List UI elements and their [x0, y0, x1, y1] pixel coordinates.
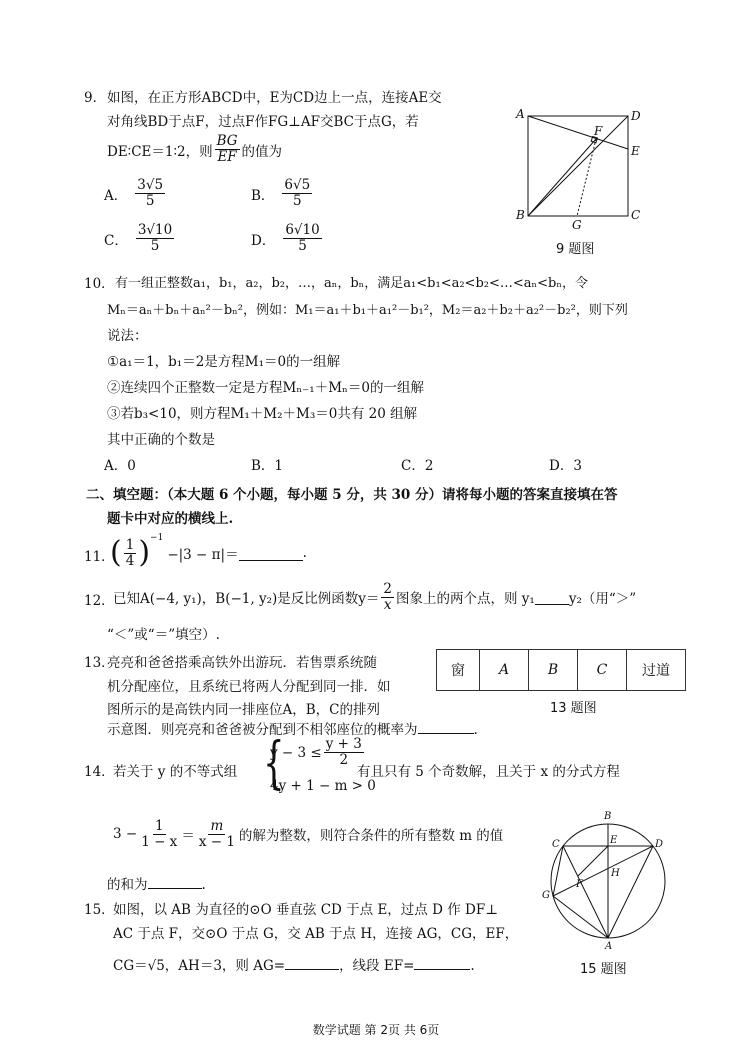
q14-eq-frac1-den: 1 − x	[141, 833, 178, 850]
q15-label-h: H	[611, 868, 620, 879]
q12-fraction	[381, 582, 394, 613]
q9-label-f: F	[594, 124, 603, 138]
q9-line2: 对角线BD于点F，过点F作FG⊥AF交BC于点G，若	[107, 114, 419, 130]
q15-number: 15．	[84, 902, 115, 918]
q9-option-b-value	[282, 178, 312, 209]
q14-number: 14．	[84, 764, 115, 780]
q12-frac-den: x	[383, 596, 392, 613]
q9-frac-den: EF	[217, 149, 237, 165]
q14-brace: {	[263, 731, 285, 796]
q14-eq-mid: ＝	[181, 828, 195, 844]
q9-label-a: A	[516, 107, 525, 121]
q13-line4-end: .	[473, 722, 478, 738]
q13-seat-table	[436, 649, 686, 691]
q12-line2: “＜”或“＝”填空）.	[107, 627, 220, 643]
q11-frac-den: 4	[125, 552, 135, 569]
q11-expression	[110, 531, 307, 575]
q13-seat-window: 窗	[437, 650, 480, 691]
q14-eq-pre: 3 −	[113, 826, 138, 842]
q14-eq-frac2-num: m	[210, 817, 224, 834]
q12-line1-pre: 已知A(−4, y₁)，B(−1, y₂)是反比例函数y＝	[113, 591, 380, 607]
q10-statement-3: ③若b₃<10，则方程M₁＋M₂＋M₃＝0共有 20 组解	[107, 406, 418, 422]
q9-line3-post: 的值为	[241, 143, 283, 160]
q9-option-a-value	[135, 178, 165, 209]
q10-option-b: B．1	[251, 458, 284, 474]
q9-option-a-label: A．	[104, 187, 128, 204]
q9-option-d-num: 6√10	[285, 222, 320, 238]
q13-seat-c: C	[578, 650, 627, 691]
q9-label-b: B	[516, 208, 525, 222]
q15-line-ac	[563, 846, 608, 938]
q9-label-d: D	[631, 109, 641, 123]
q12-number: 12．	[84, 593, 115, 609]
q13-seat-a: A	[480, 650, 529, 691]
q15-label-b: B	[604, 811, 612, 822]
q11-number: 11．	[84, 549, 115, 565]
q14-inequality-1	[270, 737, 366, 768]
q9-option-c-value	[136, 223, 174, 254]
q14-eq-frac1-num: 1	[154, 817, 164, 834]
q14-eq-fraction-1	[139, 819, 179, 850]
q12-line1-post: 图象上的两个点，则 y₁	[396, 591, 535, 607]
q13-line2: 机分配座位，且系统已将两人分配到同一排．如	[107, 679, 391, 695]
q9-option-c-den: 5	[150, 238, 160, 254]
section-2-desc-line2: 题卡中对应的横线上.	[107, 511, 234, 527]
q9-figure	[508, 106, 648, 230]
q12-frac-num: 2	[383, 580, 393, 597]
q15-line2: AC 于点 F，交⊙O 于点 G，交 AB 于点 H，连接 AG，CG，EF，	[113, 926, 519, 942]
q9-option-b-label: B．	[251, 187, 275, 204]
q11-answer-blank[interactable]	[239, 546, 303, 561]
q10-line2: Mₙ＝aₙ＋bₙ＋aₙ²－bₙ²，例如：M₁＝a₁＋b₁＋a₁²－b₁²，M₂＝a₂＋b₂＋a₂²－b₂²，则下列	[107, 303, 628, 318]
q15-label-a: A	[605, 941, 613, 952]
q15-label-e: E	[610, 835, 618, 846]
q9-option-d	[251, 223, 324, 254]
q14-post: 有且只有 5 个奇数解，且关于 x 的分式方程	[357, 764, 620, 780]
q11-open-paren: (	[110, 535, 122, 570]
q13-line3: 图所示的是高铁内同一排座位A，B，C的排列	[107, 702, 380, 718]
q13-line4-text: 示意图．则亮亮和爸爸被分配到不相邻座位的概率为	[107, 722, 418, 738]
page-footer: 数学试题 第 2页 共 6页	[312, 1023, 440, 1037]
q11-end: .	[302, 545, 307, 561]
q15-caption: 15 题图	[580, 962, 627, 977]
section-2-title: 二、填空题：	[86, 487, 167, 503]
q15-label-c: C	[552, 839, 560, 850]
q9-option-c-label: C．	[104, 232, 128, 249]
q14-ineq1-den: 2	[339, 752, 349, 768]
q9-option-b	[251, 178, 314, 209]
q9-option-a-den: 5	[145, 193, 155, 209]
q9-label-e: E	[631, 144, 640, 158]
q13-seat-b: B	[529, 650, 578, 691]
q11-frac-num: 1	[125, 536, 135, 553]
q14-line3-text: 的和为	[107, 877, 148, 893]
q10-statement-2: ②连续四个正整数一定是方程Mₙ₋₁＋Mₙ＝0的一组解	[107, 380, 424, 396]
q9-line-ae	[528, 116, 628, 149]
q9-label-g: G	[572, 218, 582, 230]
q13-line1: 亮亮和爸爸搭乘高铁外出游玩．若售票系统随	[107, 655, 377, 671]
q10-option-c: C．2	[401, 458, 434, 474]
q12-line1-end: y₂（用“＞”	[568, 591, 637, 607]
q14-ineq1-num: y + 3	[325, 736, 362, 752]
q15-answer-blank-ef[interactable]	[414, 955, 470, 970]
q9-line-bf	[528, 139, 596, 216]
q9-line3	[107, 134, 282, 165]
q13-answer-blank[interactable]	[418, 719, 474, 734]
q15-answer-blank-ag[interactable]	[285, 955, 339, 970]
q14-line3-end: .	[201, 877, 206, 893]
q9-ratio-fraction	[215, 134, 240, 165]
section-2-desc-line1: （本大题 6 个小题，每小题 5 分，共 30 分）请将每小题的答案直接填在答	[167, 487, 618, 503]
q13-caption: 13 题图	[550, 701, 597, 716]
q15-label-g: G	[542, 890, 550, 901]
q14-eq-fraction-2	[197, 819, 237, 850]
q10-line3: 说法：	[107, 328, 148, 344]
q13-seat-row	[437, 650, 686, 691]
q9-diagonal-bd	[528, 116, 628, 216]
q15-label-d: D	[655, 839, 664, 850]
q15-line-ad	[608, 846, 653, 938]
q9-option-b-den: 5	[293, 193, 302, 209]
q10-question: 其中正确的个数是	[107, 432, 215, 448]
q15-line3	[113, 954, 475, 974]
q12-line1	[113, 575, 636, 619]
q14-inequality-2: 4y + 1 − m > 0	[270, 778, 376, 794]
q15-line3-pre: CG＝√5，AH＝3，则 AG=	[113, 958, 286, 974]
q13-line4	[107, 718, 478, 738]
q15-line-dg	[553, 846, 653, 896]
q10-statement-1: ①a₁＝1，b₁＝2是方程M₁＝0的一组解	[107, 354, 341, 370]
q10-option-d: D．3	[549, 458, 582, 474]
q9-option-c	[104, 223, 176, 254]
q14-equation-line	[113, 812, 503, 856]
q9-option-b-num: 6√5	[284, 177, 311, 193]
q9-number: 9．	[84, 90, 107, 106]
q9-caption: 9 题图	[556, 242, 595, 257]
q9-line1: 如图，在正方形ABCD中，E为CD边上一点，连接AE交	[107, 90, 442, 106]
q9-label-c: C	[631, 208, 641, 222]
q14-eq-post: 的解为整数，则符合条件的所有整数 m 的值	[238, 828, 504, 844]
q14-line3	[107, 873, 206, 893]
q11-exponent: −1	[150, 533, 164, 543]
q14-pre: 若关于 y 的不等式组	[113, 764, 238, 780]
q10-number: 10．	[84, 276, 115, 292]
q11-close-paren: )	[138, 535, 151, 570]
q15-figure	[536, 806, 676, 956]
q15-line-ag	[553, 896, 608, 938]
q15-line3-end: .	[470, 958, 475, 974]
q15-line-ef	[578, 846, 608, 876]
q9-option-c-num: 3√10	[137, 222, 173, 238]
q9-option-d-den: 5	[298, 238, 307, 254]
q15-line1: 如图，以 AB 为直径的⊙O 垂直弦 CD 于点 E，过点 D 作 DF⊥	[113, 902, 498, 918]
section-2-header	[86, 483, 618, 503]
q11-fraction	[124, 538, 137, 569]
q13-number: 13．	[84, 655, 115, 671]
q12-answer-blank[interactable]	[535, 590, 569, 605]
q15-label-f: F	[576, 879, 583, 890]
q15-line3-mid: ，线段 EF=	[339, 958, 415, 974]
q9-option-d-label: D．	[251, 232, 276, 249]
q11-rest: −|3 − π|＝	[167, 547, 239, 563]
q13-seat-aisle: 过道	[627, 650, 686, 691]
q9-option-a	[104, 178, 167, 209]
q9-option-a-num: 3√5	[137, 177, 164, 193]
q9-option-d-value	[283, 223, 321, 254]
q10-line1: 有一组正整数a₁，b₁，a₂，b₂，…，aₙ，bₙ，满足a₁<b₁<a₂<b₂<…<aₙ<bₙ，令	[115, 276, 588, 291]
q14-answer-blank[interactable]	[148, 874, 202, 889]
q14-eq-frac2-den: x − 1	[198, 833, 235, 850]
q9-line3-pre: DE∶CE＝1∶2，则	[107, 143, 213, 160]
q10-option-a: A．0	[104, 458, 136, 474]
q14-ineq1-left: y − 3 ≤	[270, 744, 322, 761]
q9-frac-num: BG	[216, 133, 238, 149]
